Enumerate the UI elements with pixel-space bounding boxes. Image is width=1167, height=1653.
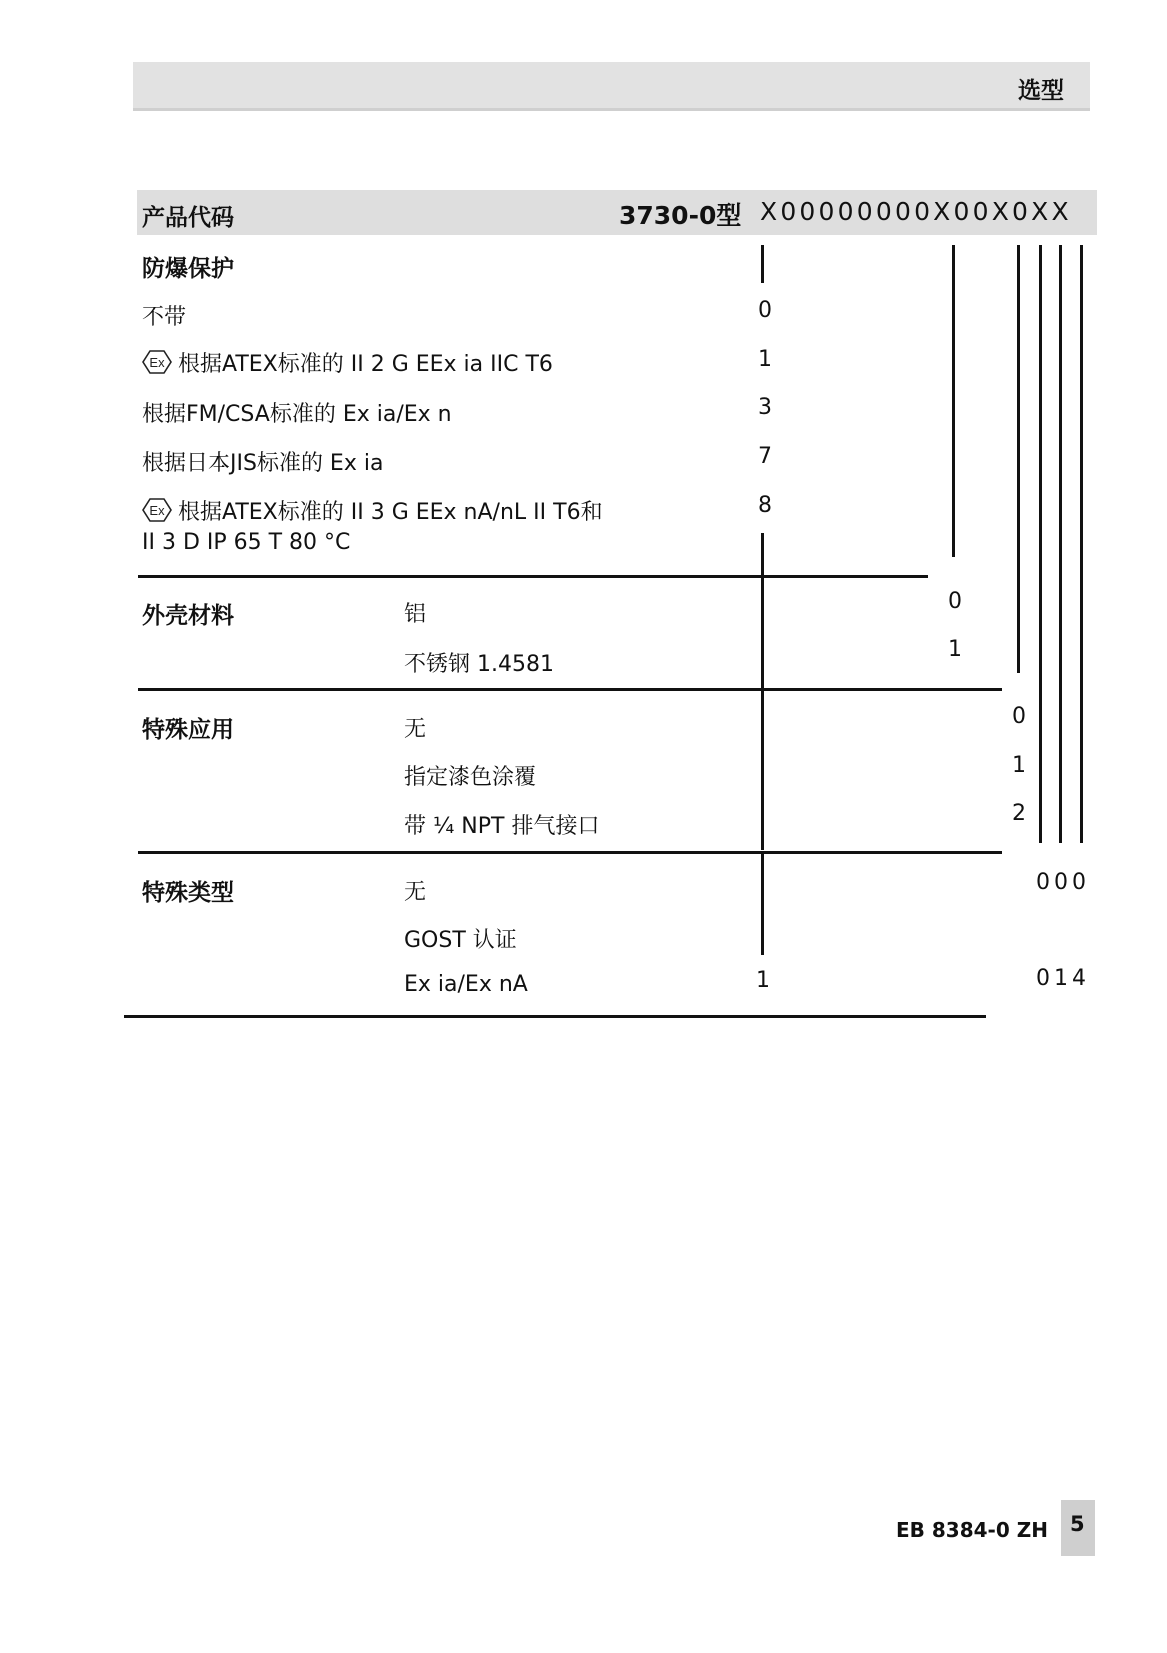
connector-line: [1059, 245, 1062, 843]
option-code: 8: [758, 493, 772, 518]
page-number-tab: [1061, 1500, 1095, 1556]
connector-line: [761, 245, 764, 283]
special-type-section-title: 特殊类型: [142, 880, 234, 906]
option-code: 1: [1012, 753, 1026, 778]
product-code-label: 产品代码: [142, 205, 234, 231]
option-label: Ex ia/Ex nA: [404, 972, 528, 997]
option-label: 根据ATEX标准的 II 2 G EEx ia IIC T6: [178, 352, 553, 377]
option-code: 2: [1012, 801, 1026, 826]
connector-line: [1017, 245, 1020, 673]
option-label: 无: [404, 717, 427, 742]
housing-section-title: 外壳材料: [142, 603, 234, 629]
page-number: 5: [1070, 1512, 1085, 1536]
option-code: 3: [758, 395, 772, 420]
svg-text:Ex: Ex: [149, 503, 165, 518]
option-code: 7: [758, 444, 772, 469]
option-label: 不锈钢 1.4581: [404, 652, 554, 677]
code-pattern: X00000000X00X0XX: [760, 197, 1072, 226]
option-code: 1: [756, 968, 770, 993]
special-app-section-title: 特殊应用: [142, 717, 234, 743]
option-code: 000: [1036, 870, 1090, 895]
option-code: 1: [948, 637, 962, 662]
option-label: 根据FM/CSA标准的 Ex ia/Ex n: [142, 402, 452, 427]
connector-line: [1080, 245, 1083, 843]
section-divider: [138, 851, 1002, 854]
option-row: [142, 347, 553, 381]
option-row: [142, 495, 603, 529]
document-number: EB 8384-0 ZH: [896, 1518, 1048, 1542]
connector-line: [761, 533, 764, 850]
section-divider: [138, 688, 1002, 691]
connector-line: [1039, 245, 1042, 843]
section-header-bar: [133, 62, 1090, 111]
option-code: 014: [1036, 966, 1090, 991]
option-code: 1: [758, 347, 772, 372]
option-code: 0: [948, 589, 962, 614]
option-label: 根据ATEX标准的 II 3 G EEx nA/nL II T6和: [178, 500, 603, 525]
option-code: 0: [1012, 704, 1026, 729]
option-label: 带 ¼ NPT 排气接口: [404, 814, 600, 839]
option-label-continued: II 3 D IP 65 T 80 °C: [142, 530, 351, 555]
section-divider: [138, 575, 928, 578]
explosion-section-title: 防爆保护: [142, 256, 234, 282]
option-label: 无: [404, 880, 427, 905]
ex-icon: [142, 497, 172, 529]
ex-icon: [142, 349, 172, 381]
option-label: 根据日本JIS标准的 Ex ia: [142, 451, 384, 476]
option-label: 铝: [404, 602, 427, 627]
connector-line: [952, 245, 955, 557]
option-label: GOST 认证: [404, 928, 517, 953]
option-label: 指定漆色涂覆: [404, 765, 537, 790]
option-code: 0: [758, 298, 772, 323]
section-title: 选型: [1018, 78, 1064, 104]
table-bottom-rule: [124, 1015, 986, 1018]
option-label: 不带: [142, 305, 187, 330]
model-number: 3730-0型: [619, 201, 742, 230]
connector-line: [761, 853, 764, 955]
svg-text:Ex: Ex: [149, 355, 165, 370]
